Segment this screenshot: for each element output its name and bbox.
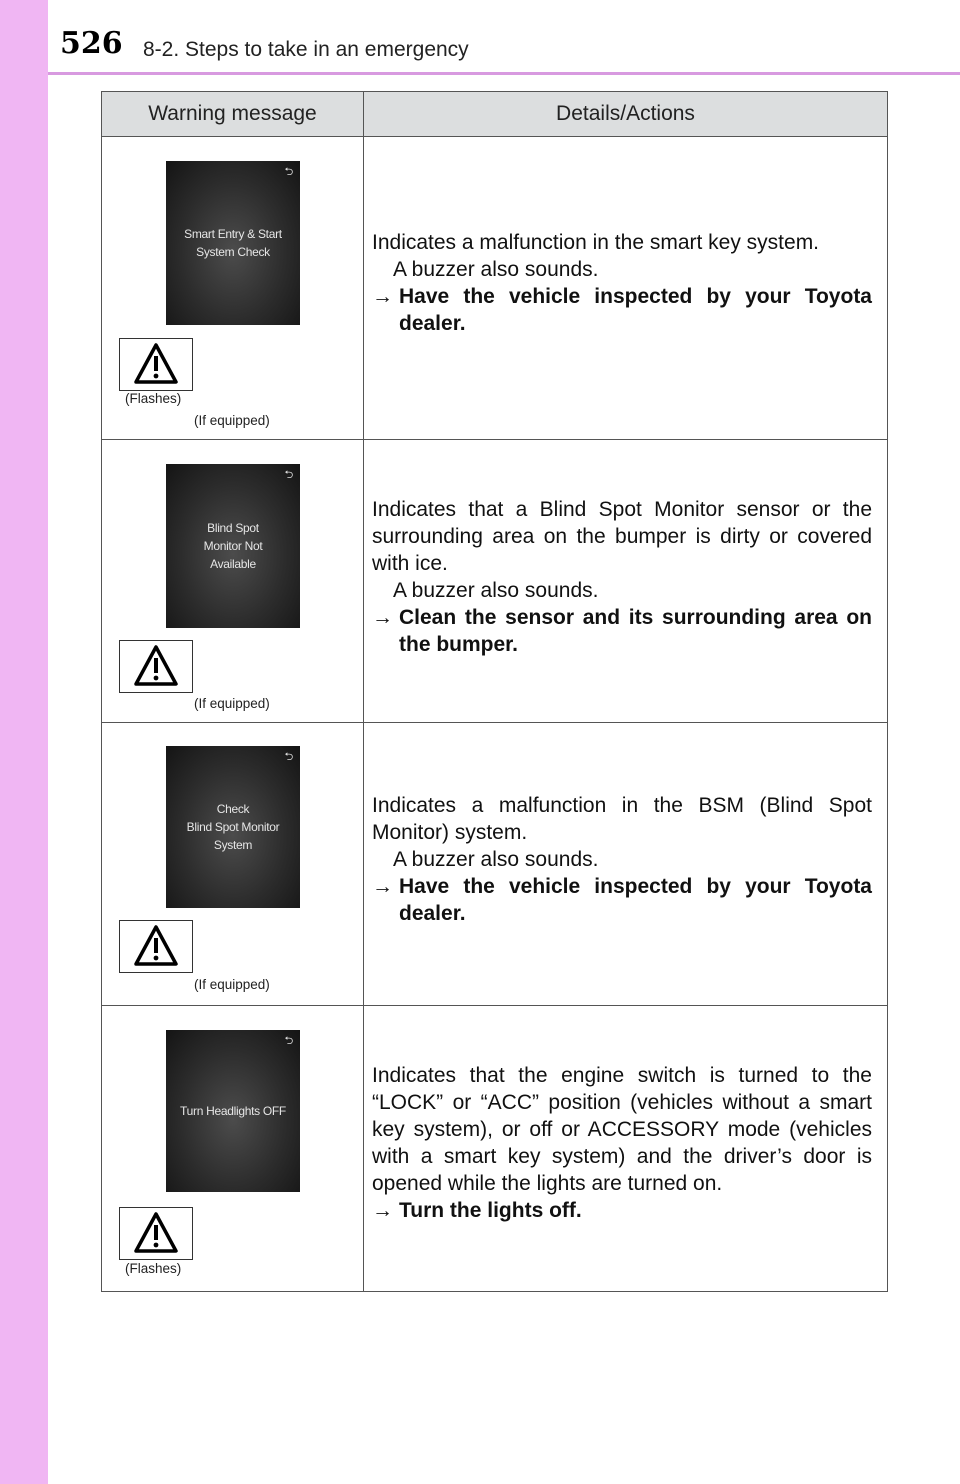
warning-triangle-icon <box>133 924 179 968</box>
flashes-note: (Flashes) <box>125 391 182 406</box>
display-screen <box>166 464 300 628</box>
page-number: 526 <box>60 26 123 61</box>
screen-message: Turn Headlights OFF <box>180 1104 286 1118</box>
return-icon: ⮌ <box>284 469 293 481</box>
table-row <box>102 1006 888 1292</box>
details-cell <box>364 1006 888 1292</box>
action-text: Have the vehicle inspected by your Toyota dealer. <box>399 285 872 335</box>
column-header-warning-message: Warning message <box>102 92 364 137</box>
if-equipped-note: (If equipped) <box>194 413 270 428</box>
column-header-details-actions: Details/Actions <box>364 92 888 137</box>
action-item <box>372 604 872 658</box>
details-text: Indicates that a Blind Spot Monitor sensor or the surrounding area on the bumper is dirty or covered with ice. <box>372 498 872 575</box>
table-header-row <box>102 92 888 137</box>
arrow-icon: → <box>372 874 393 898</box>
details-cell <box>364 723 888 1006</box>
screen-message: Blind Spot Monitor Not Available <box>203 521 263 571</box>
side-tab-bar <box>0 0 48 1484</box>
warning-indicator <box>119 338 193 391</box>
arrow-icon: → <box>372 285 393 308</box>
return-icon: ⮌ <box>284 1035 293 1047</box>
warning-message-cell <box>102 723 364 1006</box>
arrow-icon: → <box>372 606 393 629</box>
details-cell <box>364 137 888 440</box>
warning-message-cell <box>102 1006 364 1292</box>
arrow-icon: → <box>372 1198 393 1222</box>
action-text: Have the vehicle inspected by your Toyota dealer. <box>399 874 872 925</box>
warning-triangle-icon <box>133 644 179 688</box>
display-screen <box>166 1030 300 1192</box>
table-row <box>102 137 888 440</box>
details-text: Indicates a malfunction in the smart key system. <box>372 231 820 254</box>
buzzer-text: A buzzer also sounds. <box>393 258 599 281</box>
display-screen <box>166 161 300 325</box>
buzzer-text: A buzzer also sounds. <box>393 579 599 602</box>
details-cell <box>364 440 888 723</box>
display-screen <box>166 746 300 908</box>
warning-message-cell <box>102 137 364 440</box>
table-row <box>102 440 888 723</box>
warning-message-table <box>101 91 888 1292</box>
action-text: Clean the sensor and its surrounding area on the bumper. <box>399 606 872 656</box>
details-text: Indicates a malfunction in the BSM (Blind Spot Monitor) system. <box>372 793 872 844</box>
warning-indicator <box>119 640 193 693</box>
warning-message-cell <box>102 440 364 723</box>
header-rule <box>48 72 960 75</box>
action-text: Turn the lights off. <box>399 1198 582 1222</box>
if-equipped-note: (If equipped) <box>194 977 270 992</box>
section-title: 8-2. Steps to take in an emergency <box>143 38 469 61</box>
if-equipped-note: (If equipped) <box>194 696 270 711</box>
warning-indicator <box>119 920 193 973</box>
table-row <box>102 723 888 1006</box>
screen-message: Smart Entry & Start System Check <box>184 227 282 259</box>
warning-indicator <box>119 1207 193 1260</box>
screen-message: Check Blind Spot Monitor System <box>186 802 280 852</box>
return-icon: ⮌ <box>284 166 293 178</box>
action-item <box>372 1197 872 1224</box>
details-text: Indicates that the engine switch is turned to the “LOCK” or “ACC” position (vehicles without a smart key system), or off or ACCESSORY mode (vehicles with a smart key system) and the driver’s door is opened while the lights are turned on. <box>372 1063 872 1195</box>
action-item <box>372 283 872 337</box>
return-icon: ⮌ <box>284 751 293 763</box>
action-item <box>372 873 872 927</box>
warning-triangle-icon <box>133 1211 179 1255</box>
flashes-note: (Flashes) <box>125 1261 182 1276</box>
buzzer-text: A buzzer also sounds. <box>393 847 599 871</box>
warning-triangle-icon <box>133 342 179 386</box>
